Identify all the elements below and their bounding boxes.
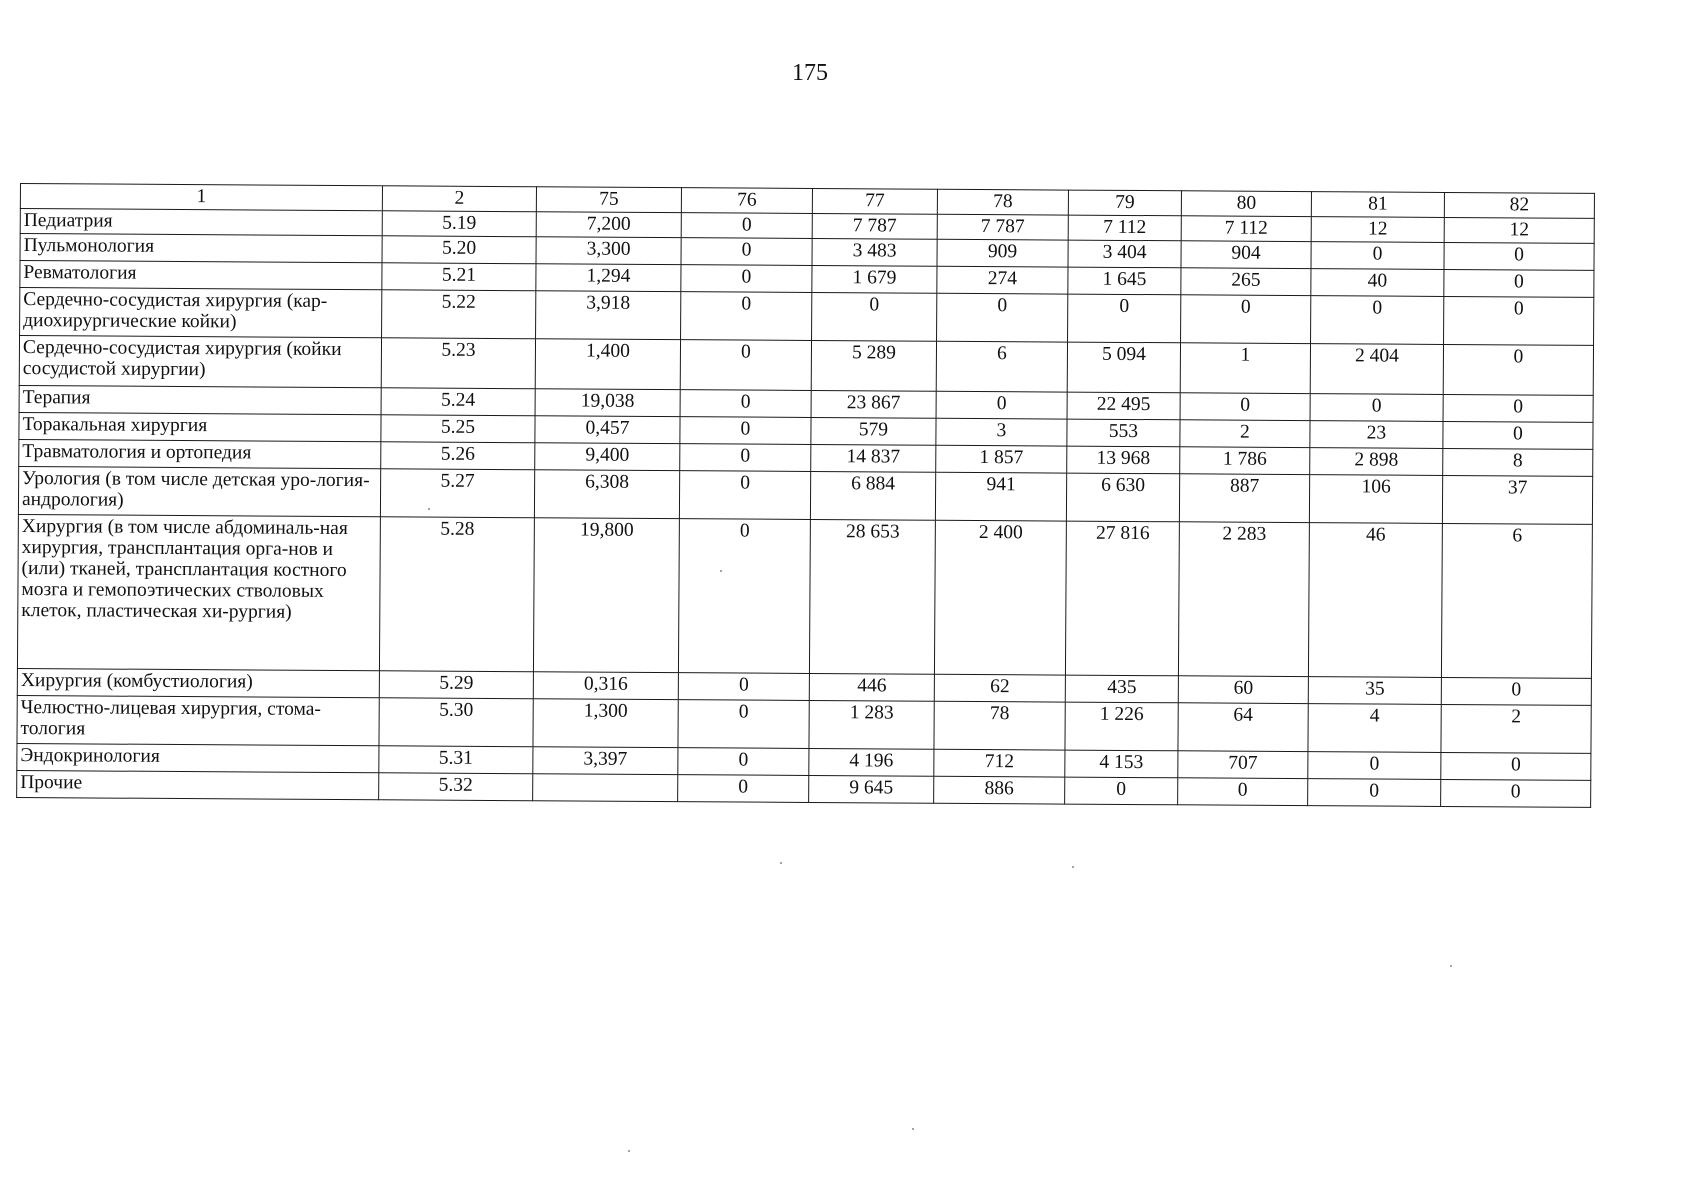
value-cell: 0 xyxy=(678,700,809,749)
value-cell: 7 112 xyxy=(1181,216,1311,242)
value-cell: 0 xyxy=(680,340,811,391)
value-cell: 0 xyxy=(678,748,809,776)
value-cell: 46 xyxy=(1308,523,1442,678)
value-cell: 579 xyxy=(811,417,936,445)
value-cell: 0 xyxy=(1178,778,1308,806)
value-cell: 941 xyxy=(935,472,1066,521)
value-cell: 1,294 xyxy=(536,264,681,292)
table-container xyxy=(16,183,1594,808)
row-code-cell: 5.19 xyxy=(382,211,536,237)
value-cell: 37 xyxy=(1442,475,1592,524)
value-cell: 909 xyxy=(937,239,1068,267)
value-cell: 23 xyxy=(1310,421,1443,449)
value-cell xyxy=(533,774,678,802)
value-cell: 0 xyxy=(1311,242,1444,270)
value-cell: 60 xyxy=(1178,676,1308,704)
value-cell: 0 xyxy=(1441,752,1591,780)
value-cell: 35 xyxy=(1308,677,1441,705)
value-cell: 1,300 xyxy=(533,699,678,748)
row-code-cell: 5.22 xyxy=(382,290,536,339)
row-name-cell: Травматология и ортопедия xyxy=(19,439,381,468)
row-code-cell: 5.20 xyxy=(382,236,536,264)
row-code-cell: 5.29 xyxy=(379,671,533,699)
value-cell: 14 837 xyxy=(811,444,936,472)
value-cell: 274 xyxy=(937,266,1068,294)
column-header: 81 xyxy=(1311,192,1444,218)
value-cell: 0 xyxy=(1308,752,1441,780)
row-code-cell: 5.24 xyxy=(381,388,535,416)
row-name-cell: Сердечно-сосудистая хирургия (кар-диохирургические койки) xyxy=(20,288,382,338)
value-cell: 0 xyxy=(1311,296,1444,345)
scan-speck xyxy=(1450,965,1452,967)
value-cell: 6 xyxy=(936,341,1067,392)
value-cell: 3,397 xyxy=(533,747,678,775)
scan-speck xyxy=(720,570,722,572)
value-cell: 23 867 xyxy=(811,390,936,418)
row-code-cell: 5.27 xyxy=(380,469,534,518)
value-cell: 0,316 xyxy=(533,672,678,700)
column-header: 78 xyxy=(937,189,1068,215)
scan-speck xyxy=(1072,866,1074,868)
value-cell: 5 094 xyxy=(1067,342,1180,393)
value-cell: 265 xyxy=(1181,268,1311,296)
value-cell: 0 xyxy=(681,265,812,293)
value-cell: 3 483 xyxy=(812,238,937,266)
value-cell: 13 968 xyxy=(1067,446,1180,474)
column-header: 79 xyxy=(1068,190,1181,216)
value-cell: 4 153 xyxy=(1065,750,1178,778)
value-cell: 435 xyxy=(1065,675,1178,703)
value-cell: 9 645 xyxy=(809,775,934,803)
column-header: 1 xyxy=(20,184,382,211)
value-cell: 7 787 xyxy=(937,214,1068,240)
column-header: 77 xyxy=(812,188,937,214)
value-cell: 904 xyxy=(1181,241,1311,269)
value-cell: 6,308 xyxy=(534,470,679,519)
value-cell: 8 xyxy=(1443,448,1593,476)
value-cell: 0 xyxy=(1068,294,1181,343)
value-cell: 19,800 xyxy=(533,518,679,673)
value-cell: 0 xyxy=(1441,677,1591,705)
column-header: 82 xyxy=(1444,192,1594,218)
value-cell: 6 xyxy=(1441,523,1592,678)
value-cell: 2 400 xyxy=(934,520,1066,675)
row-code-cell: 5.25 xyxy=(381,415,535,443)
column-header: 2 xyxy=(382,186,536,212)
value-cell: 0 xyxy=(680,444,811,472)
row-code-cell: 5.28 xyxy=(379,517,534,672)
value-cell: 6 884 xyxy=(810,471,935,520)
value-cell: 0 xyxy=(678,519,810,674)
value-cell: 1 679 xyxy=(812,265,937,293)
value-cell: 0 xyxy=(937,293,1068,342)
value-cell: 0 xyxy=(1308,779,1441,807)
value-cell: 0 xyxy=(1310,394,1443,422)
value-cell: 1 786 xyxy=(1180,447,1310,475)
scan-speck xyxy=(628,1150,630,1152)
value-cell: 553 xyxy=(1067,419,1180,447)
row-code-cell: 5.23 xyxy=(381,338,535,389)
value-cell: 12 xyxy=(1311,217,1444,243)
value-cell: 0 xyxy=(1443,394,1593,422)
value-cell: 2 898 xyxy=(1310,448,1443,476)
row-code-cell: 5.21 xyxy=(382,263,536,291)
row-name-cell: Прочие xyxy=(17,770,379,799)
value-cell: 9,400 xyxy=(535,443,680,471)
value-cell: 0 xyxy=(678,673,809,701)
row-name-cell: Челюстно-лицевая хирургия, стома-тология xyxy=(17,695,379,745)
value-cell: 886 xyxy=(934,776,1065,804)
row-name-cell: Ревматология xyxy=(20,261,382,290)
value-cell: 0 xyxy=(681,213,812,239)
table-row xyxy=(17,514,1592,678)
value-cell: 1 645 xyxy=(1068,267,1181,295)
value-cell: 2 404 xyxy=(1310,344,1443,395)
value-cell: 3 xyxy=(936,418,1067,446)
value-cell: 6 630 xyxy=(1066,473,1179,522)
row-name-cell: Пульмонология xyxy=(20,234,382,263)
value-cell: 446 xyxy=(809,673,934,701)
value-cell: 712 xyxy=(934,749,1065,777)
value-cell: 22 495 xyxy=(1067,392,1180,420)
value-cell: 64 xyxy=(1178,703,1308,752)
value-cell: 0 xyxy=(1443,344,1593,395)
value-cell: 0 xyxy=(1443,421,1593,449)
column-header: 76 xyxy=(681,188,812,214)
value-cell: 1 226 xyxy=(1065,702,1178,751)
value-cell: 0 xyxy=(1181,295,1311,344)
row-code-cell: 5.30 xyxy=(379,698,533,747)
row-name-cell: Эндокринология xyxy=(17,743,379,772)
row-name-cell: Хирургия (в том числе абдоминаль-ная хирургия, трансплантация орга-нов и (или) тканей, трансплантация костного мозга и гемопоэтических стволовых клеток, пластическая хи-рургия) xyxy=(17,514,380,670)
value-cell: 707 xyxy=(1178,751,1308,779)
row-code-cell: 5.32 xyxy=(379,773,533,801)
value-cell: 2 xyxy=(1441,704,1591,753)
value-cell: 0 xyxy=(812,292,937,341)
column-header: 80 xyxy=(1181,191,1311,217)
row-name-cell: Терапия xyxy=(19,385,381,414)
value-cell: 0 xyxy=(681,238,812,266)
value-cell: 106 xyxy=(1309,475,1442,524)
page-number: 175 xyxy=(792,60,828,86)
row-name-cell: Сердечно-сосудистая хирургия (койки сосудистой хирургии) xyxy=(19,336,381,388)
value-cell: 0 xyxy=(680,417,811,445)
value-cell: 0 xyxy=(681,292,812,341)
value-cell: 2 283 xyxy=(1178,522,1309,677)
value-cell: 1 283 xyxy=(809,700,934,749)
row-name-cell: Урология (в том числе детская уро-логия-андрология) xyxy=(18,466,380,516)
value-cell: 0 xyxy=(1441,779,1591,807)
scan-speck xyxy=(912,1128,914,1130)
value-cell: 1 xyxy=(1180,343,1310,394)
value-cell: 40 xyxy=(1311,269,1444,297)
value-cell: 7 787 xyxy=(812,213,937,239)
value-cell: 0 xyxy=(1065,777,1178,805)
value-cell: 0 xyxy=(1444,242,1594,270)
value-cell: 4 196 xyxy=(809,748,934,776)
value-cell: 3,300 xyxy=(536,237,681,265)
value-cell: 78 xyxy=(934,701,1065,750)
value-cell: 7 112 xyxy=(1068,215,1181,241)
value-cell: 3 404 xyxy=(1068,240,1181,268)
column-header: 75 xyxy=(536,187,681,213)
value-cell: 3,918 xyxy=(536,291,681,340)
value-cell: 12 xyxy=(1444,217,1594,243)
row-code-cell: 5.26 xyxy=(381,442,535,470)
row-name-cell: Педиатрия xyxy=(20,209,382,236)
value-cell: 1 857 xyxy=(936,445,1067,473)
scan-speck xyxy=(780,862,782,864)
data-table xyxy=(16,183,1595,808)
value-cell: 7,200 xyxy=(536,212,681,238)
value-cell: 0 xyxy=(1444,296,1594,345)
value-cell: 0,457 xyxy=(535,416,680,444)
value-cell: 2 xyxy=(1180,420,1310,448)
value-cell: 0 xyxy=(678,775,809,803)
value-cell: 1,400 xyxy=(535,339,680,390)
value-cell: 28 653 xyxy=(809,519,935,674)
value-cell: 27 816 xyxy=(1065,521,1179,676)
value-cell: 5 289 xyxy=(811,340,936,391)
value-cell: 887 xyxy=(1179,474,1309,523)
value-cell: 19,038 xyxy=(535,389,680,417)
value-cell: 0 xyxy=(1180,393,1310,421)
value-cell: 0 xyxy=(936,391,1067,419)
value-cell: 0 xyxy=(1444,269,1594,297)
value-cell: 0 xyxy=(680,390,811,418)
row-name-cell: Хирургия (комбустиология) xyxy=(17,668,379,697)
value-cell: 4 xyxy=(1308,704,1441,753)
value-cell: 62 xyxy=(934,674,1065,702)
value-cell: 0 xyxy=(679,471,810,520)
row-name-cell: Торакальная хирургия xyxy=(19,412,381,441)
row-code-cell: 5.31 xyxy=(379,746,533,774)
scan-speck xyxy=(428,508,430,510)
